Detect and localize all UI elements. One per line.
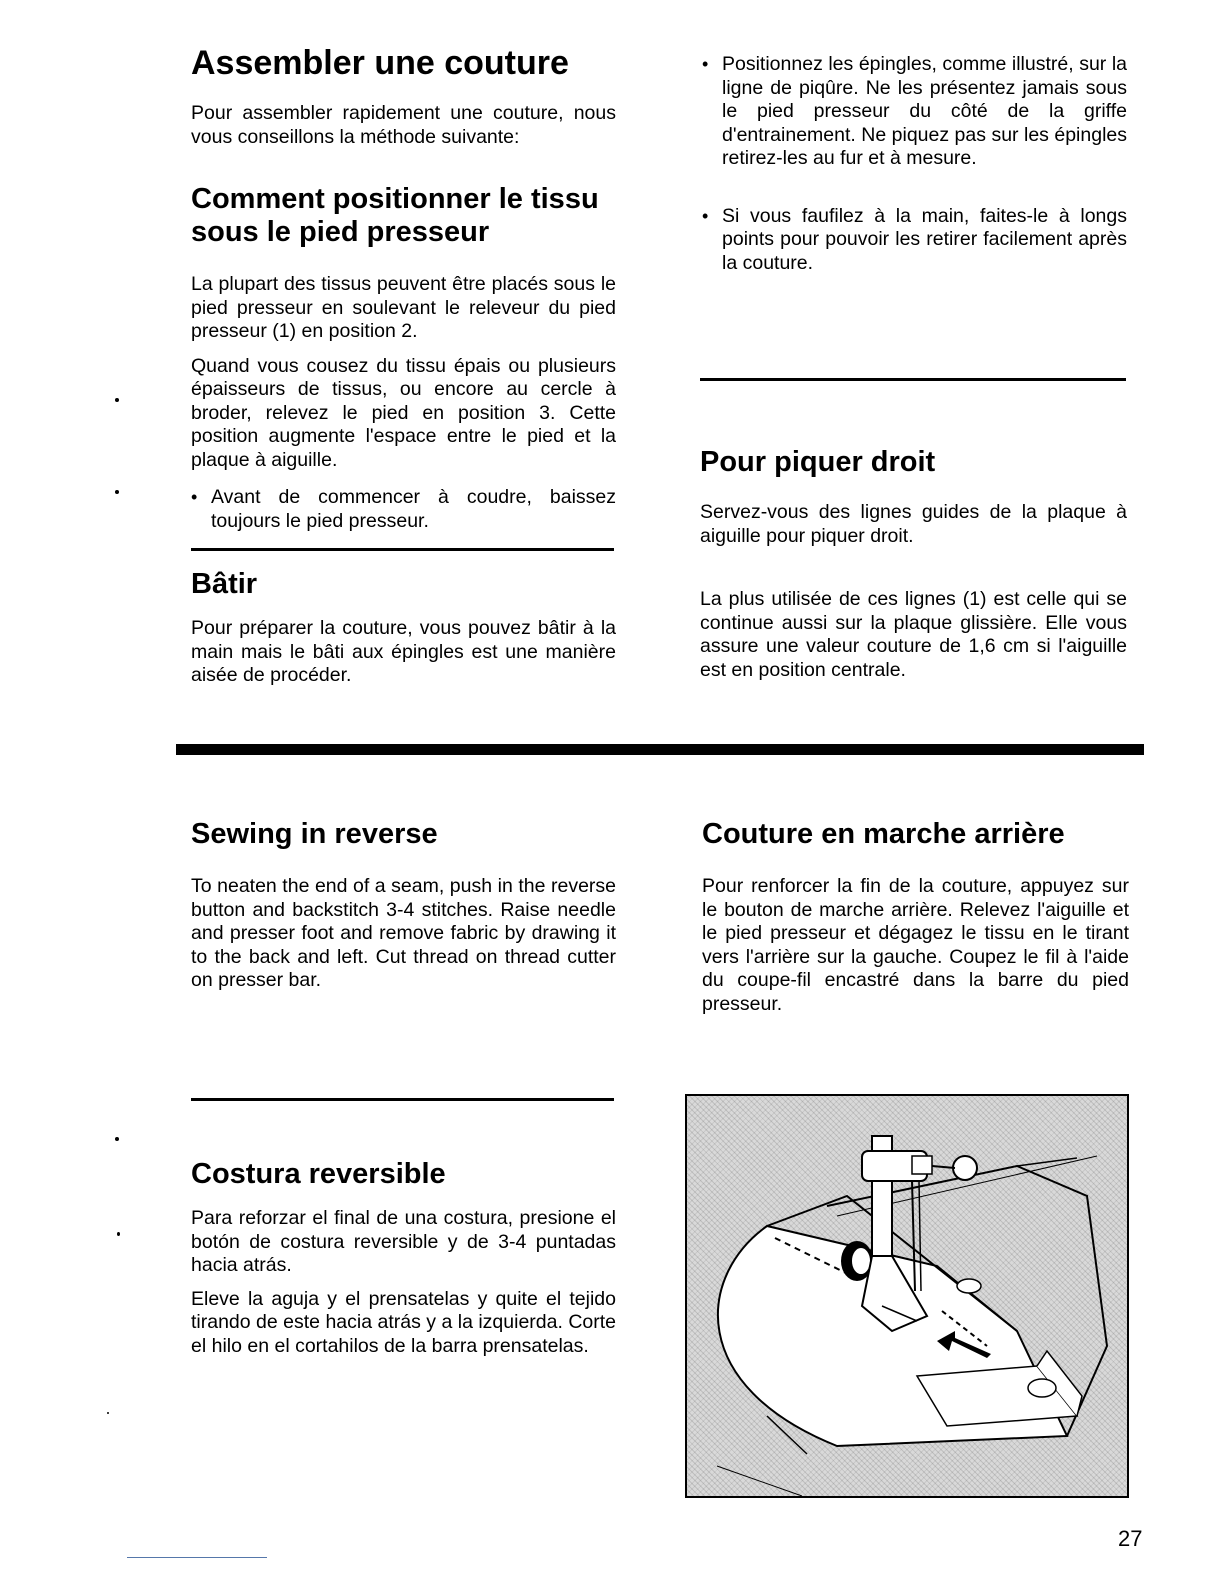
title-assembler: Assembler une couture	[191, 44, 569, 82]
section-separator	[176, 744, 1144, 755]
title-marche-arriere: Couture en marche arrière	[702, 818, 1065, 850]
bullet-list-left	[191, 486, 616, 533]
sewing-presser-foot-illustration-icon	[687, 1096, 1127, 1496]
bullet-list-right	[702, 53, 1127, 275]
paragraph-costura-1: Para reforzar el final de una costura, presione el botón de costura reversible y de 3-4 puntadas hacia atrás.	[191, 1207, 616, 1276]
bullet-faufilez: • Si vous faufilez à la main, faites-le à longs points pour pouvoir les retirer facilement après la couture.	[702, 205, 1127, 276]
paragraph-costura-2: Eleve la aguja y el prensatelas y quite el tejido tirando de este hacia atrás y a la izquierda. Corte el hilo en el cortahilos de la barra prensatelas.	[191, 1287, 616, 1357]
paragraph-batir: Pour préparer la couture, vous pouvez bâtir à la main mais le bâti aux épingles est une manière aisée de procéder.	[191, 617, 616, 686]
droit-section	[700, 446, 1127, 682]
arriere-section	[702, 818, 1129, 1016]
scan-speck	[107, 1412, 109, 1414]
title-sewing-reverse: Sewing in reverse	[191, 818, 438, 850]
paragraph-quand: Quand vous cousez du tissu épais ou plusieurs épaisseurs de tissus, ou encore au cercle à broder, relevez le pied en position 3. Cette position augmente l'espace entre le pied et la plaque à aiguille.	[191, 354, 616, 471]
divider-left-1	[191, 548, 614, 551]
bullet-epingles: • Positionnez les épingles, comme illustré, sur la ligne de piqûre. Ne les présentez jamais sous le pied presseur du côté de la griffe d'entrainement. Ne piquez pas sur les épingles retirez-les au fur et à mesure.	[702, 53, 1127, 171]
subtitle-positionner: Comment positionner le tissu sous le pied presseur	[191, 183, 599, 248]
title-batir: Bâtir	[191, 568, 258, 600]
reverse-section	[191, 818, 616, 993]
scan-speck	[117, 1232, 120, 1236]
title-costura: Costura reversible	[191, 1158, 446, 1190]
costura-section	[191, 1158, 616, 1358]
page-number: 27	[1118, 1526, 1143, 1551]
divider-right-1	[700, 378, 1126, 381]
bullet-baissez: • Avant de commencer à coudre, baissez toujours le pied presseur.	[191, 486, 616, 533]
right-top-column	[702, 53, 1127, 275]
sewing-illustration	[685, 1094, 1129, 1498]
paragraph-arriere: Pour renforcer la fin de la couture, appuyez sur le bouton de marche arrière. Relevez l'aiguille et le pied presseur et dégagez le tissu en le tirant vers l'arrière sur la gauche. Coupez le fil à l'aide du coupe-fil encastré dans la barre du pied presseur.	[702, 875, 1129, 1015]
paragraph-plupart: La plupart des tissus peuvent être placés sous le pied presseur en soulevant le releveur du pied presseur (1) en position 2.	[191, 273, 616, 342]
scan-speck	[115, 1137, 119, 1141]
paragraph-droit-2: La plus utilisée de ces lignes (1) est celle qui se continue aussi sur la plaque glissière. Elle vous assure une valeur couture de 1,6 cm si l'aiguille est en position centrale.	[700, 588, 1127, 681]
intro-paragraph: Pour assembler rapidement une couture, nous vous conseillons la méthode suivante:	[191, 102, 616, 148]
scan-speck	[115, 490, 119, 494]
paragraph-reverse: To neaten the end of a seam, push in the reverse button and backstitch 3-4 stitches. Raise needle and presser foot and remove fabric by drawing it to the back and left. Cut thread on thread cutter on presser bar.	[191, 875, 616, 991]
divider-left-2	[191, 1098, 614, 1101]
scan-edge-mark	[127, 1557, 267, 1558]
left-top-column	[191, 44, 616, 533]
batir-section	[191, 568, 616, 688]
paragraph-droit-1: Servez-vous des lignes guides de la plaque à aiguille pour piquer droit.	[700, 501, 1127, 547]
scan-speck	[115, 398, 119, 402]
title-piquer-droit: Pour piquer droit	[700, 446, 936, 478]
